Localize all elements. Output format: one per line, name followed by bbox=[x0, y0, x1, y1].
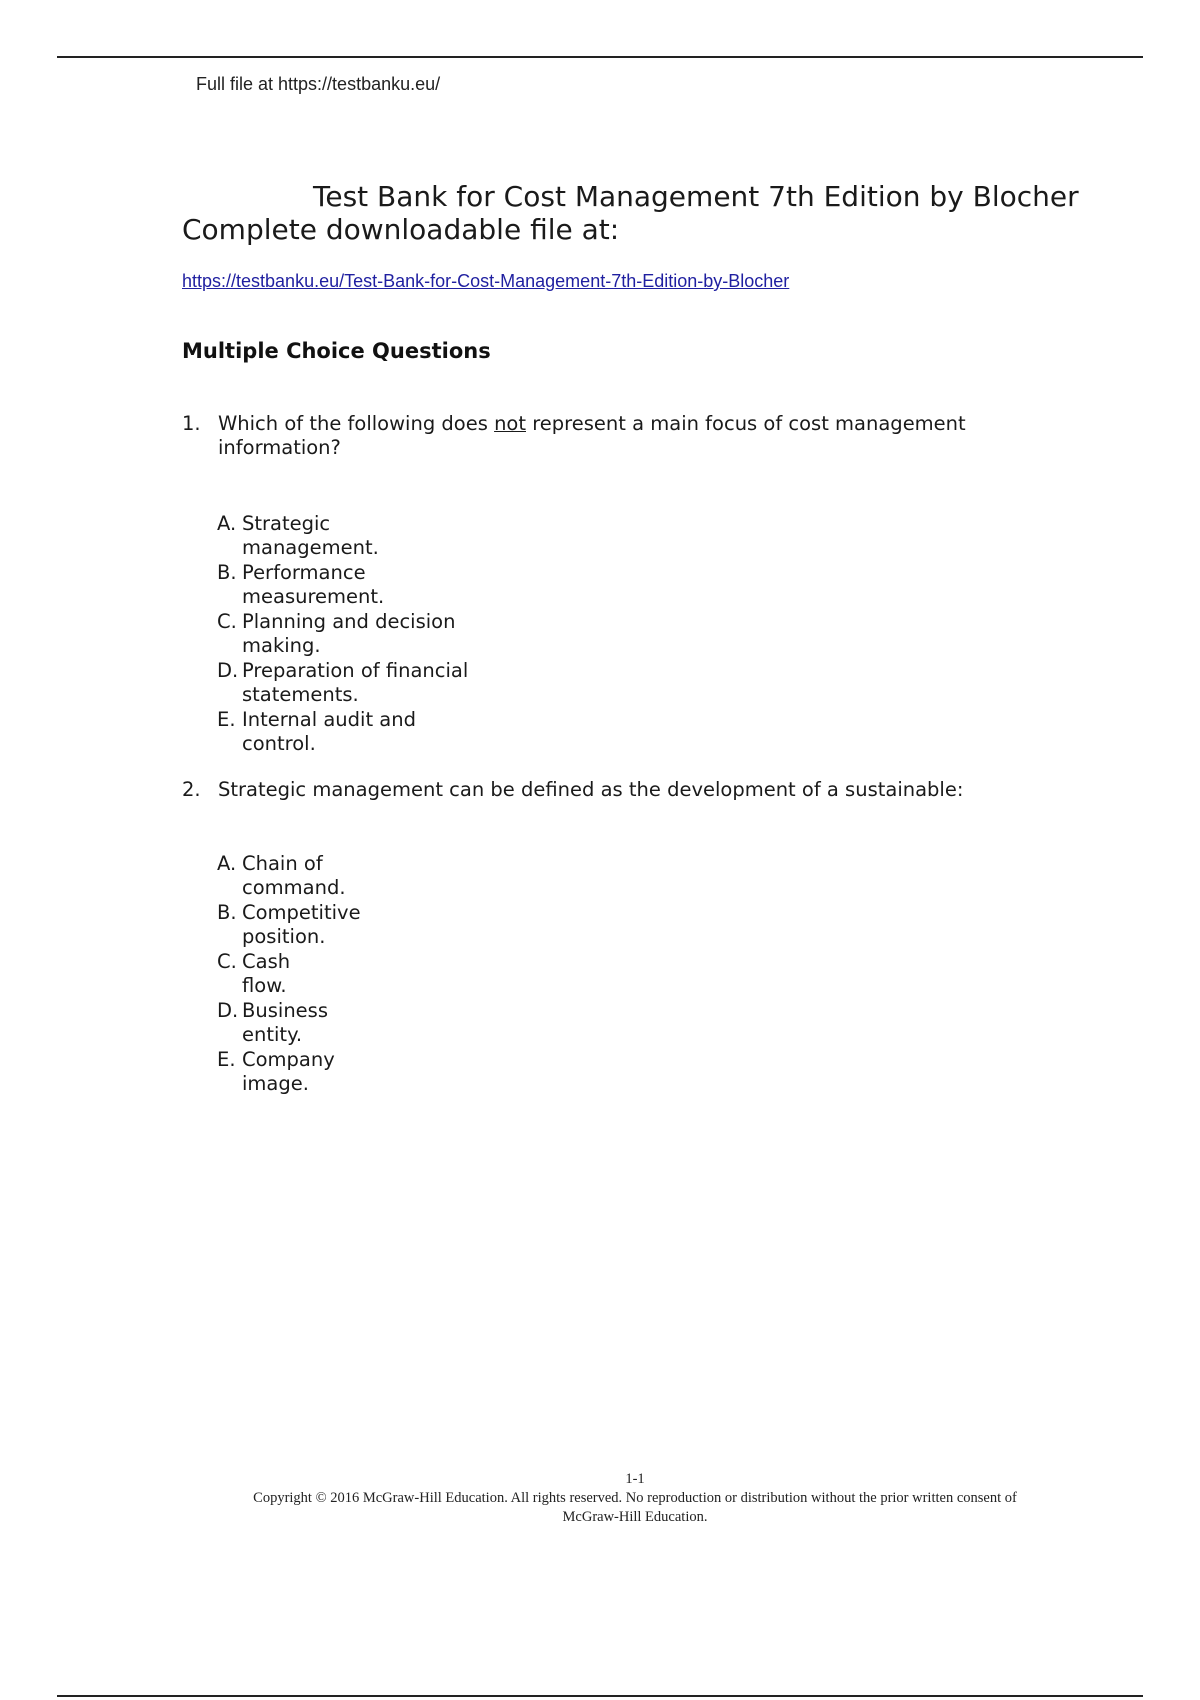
header-note: Full file at https://testbanku.eu/ bbox=[196, 74, 441, 94]
copyright-line-2: McGraw-Hill Education. bbox=[562, 1509, 708, 1525]
choice-text-line: measurement. bbox=[242, 585, 385, 608]
question-1-choices bbox=[217, 512, 468, 757]
question-text: Strategic management can be defined as the development of a sustainable: bbox=[218, 778, 964, 801]
choice-c[interactable] bbox=[217, 610, 468, 658]
question-text-part: represent a main focus of cost management information? bbox=[218, 412, 966, 459]
choice-a[interactable] bbox=[217, 512, 468, 560]
choice-letter: A. bbox=[217, 512, 237, 535]
choice-text-line: making. bbox=[242, 634, 321, 657]
choice-text-line: Strategic bbox=[242, 512, 331, 535]
choice-c[interactable] bbox=[217, 950, 361, 998]
choice-text-line: Business bbox=[242, 999, 328, 1022]
choice-text-line: image. bbox=[242, 1072, 309, 1095]
choice-text-line: Competitive bbox=[242, 901, 361, 924]
choice-text-line: command. bbox=[242, 876, 346, 899]
choice-text-line: control. bbox=[242, 732, 316, 755]
choice-text-line: statements. bbox=[242, 683, 359, 706]
choice-letter: E. bbox=[217, 708, 236, 731]
document-title bbox=[182, 180, 1122, 246]
choice-letter: D. bbox=[217, 659, 239, 682]
section-heading: Multiple Choice Questions bbox=[182, 339, 491, 363]
choice-letter: E. bbox=[217, 1048, 236, 1071]
question-2-choices bbox=[217, 852, 361, 1097]
choice-d[interactable] bbox=[217, 659, 468, 707]
copyright-line-1: Copyright © 2016 McGraw-Hill Education. All rights reserved. No reproduction or distribution without the prior written consent of bbox=[253, 1490, 1017, 1506]
choice-e[interactable] bbox=[217, 1048, 361, 1096]
question-1 bbox=[182, 412, 1062, 460]
page-footer bbox=[190, 1470, 1080, 1527]
choice-letter: B. bbox=[217, 561, 237, 584]
choice-letter: C. bbox=[217, 950, 237, 973]
question-number: 2. bbox=[182, 778, 201, 801]
choice-letter: A. bbox=[217, 852, 237, 875]
bottom-rule bbox=[57, 1695, 1143, 1697]
title-line-1: Test Bank for Cost Management 7th Edition by Blocher bbox=[313, 180, 1079, 213]
top-rule bbox=[57, 56, 1143, 58]
choice-text-line: Performance bbox=[242, 561, 366, 584]
choice-b[interactable] bbox=[217, 561, 468, 609]
choice-text-line: Planning and decision bbox=[242, 610, 456, 633]
choice-text-line: position. bbox=[242, 925, 326, 948]
choice-b[interactable] bbox=[217, 901, 361, 949]
choice-text-line: Company bbox=[242, 1048, 335, 1071]
choice-letter: D. bbox=[217, 999, 239, 1022]
question-emphasis: not bbox=[494, 412, 526, 435]
choice-letter: C. bbox=[217, 610, 237, 633]
title-line-2: Complete downloadable file at: bbox=[182, 213, 620, 246]
choice-text-line: flow. bbox=[242, 974, 287, 997]
choice-text-line: Preparation of financial bbox=[242, 659, 469, 682]
choice-text-line: entity. bbox=[242, 1023, 303, 1046]
choice-e[interactable] bbox=[217, 708, 468, 756]
choice-a[interactable] bbox=[217, 852, 361, 900]
choice-text-line: Internal audit and bbox=[242, 708, 416, 731]
question-text bbox=[218, 412, 1062, 460]
question-text-part: Which of the following does bbox=[218, 412, 495, 435]
choice-text-line: Cash bbox=[242, 950, 291, 973]
choice-text-line: management. bbox=[242, 536, 379, 559]
question-number: 1. bbox=[182, 412, 201, 435]
page-number: 1-1 bbox=[625, 1471, 645, 1487]
question-2 bbox=[182, 778, 1062, 802]
choice-d[interactable] bbox=[217, 999, 361, 1047]
choice-text-line: Chain of bbox=[242, 852, 323, 875]
choice-letter: B. bbox=[217, 901, 237, 924]
download-link[interactable]: https://testbanku.eu/Test-Bank-for-Cost-Management-7th-Edition-by-Blocher bbox=[182, 271, 790, 291]
